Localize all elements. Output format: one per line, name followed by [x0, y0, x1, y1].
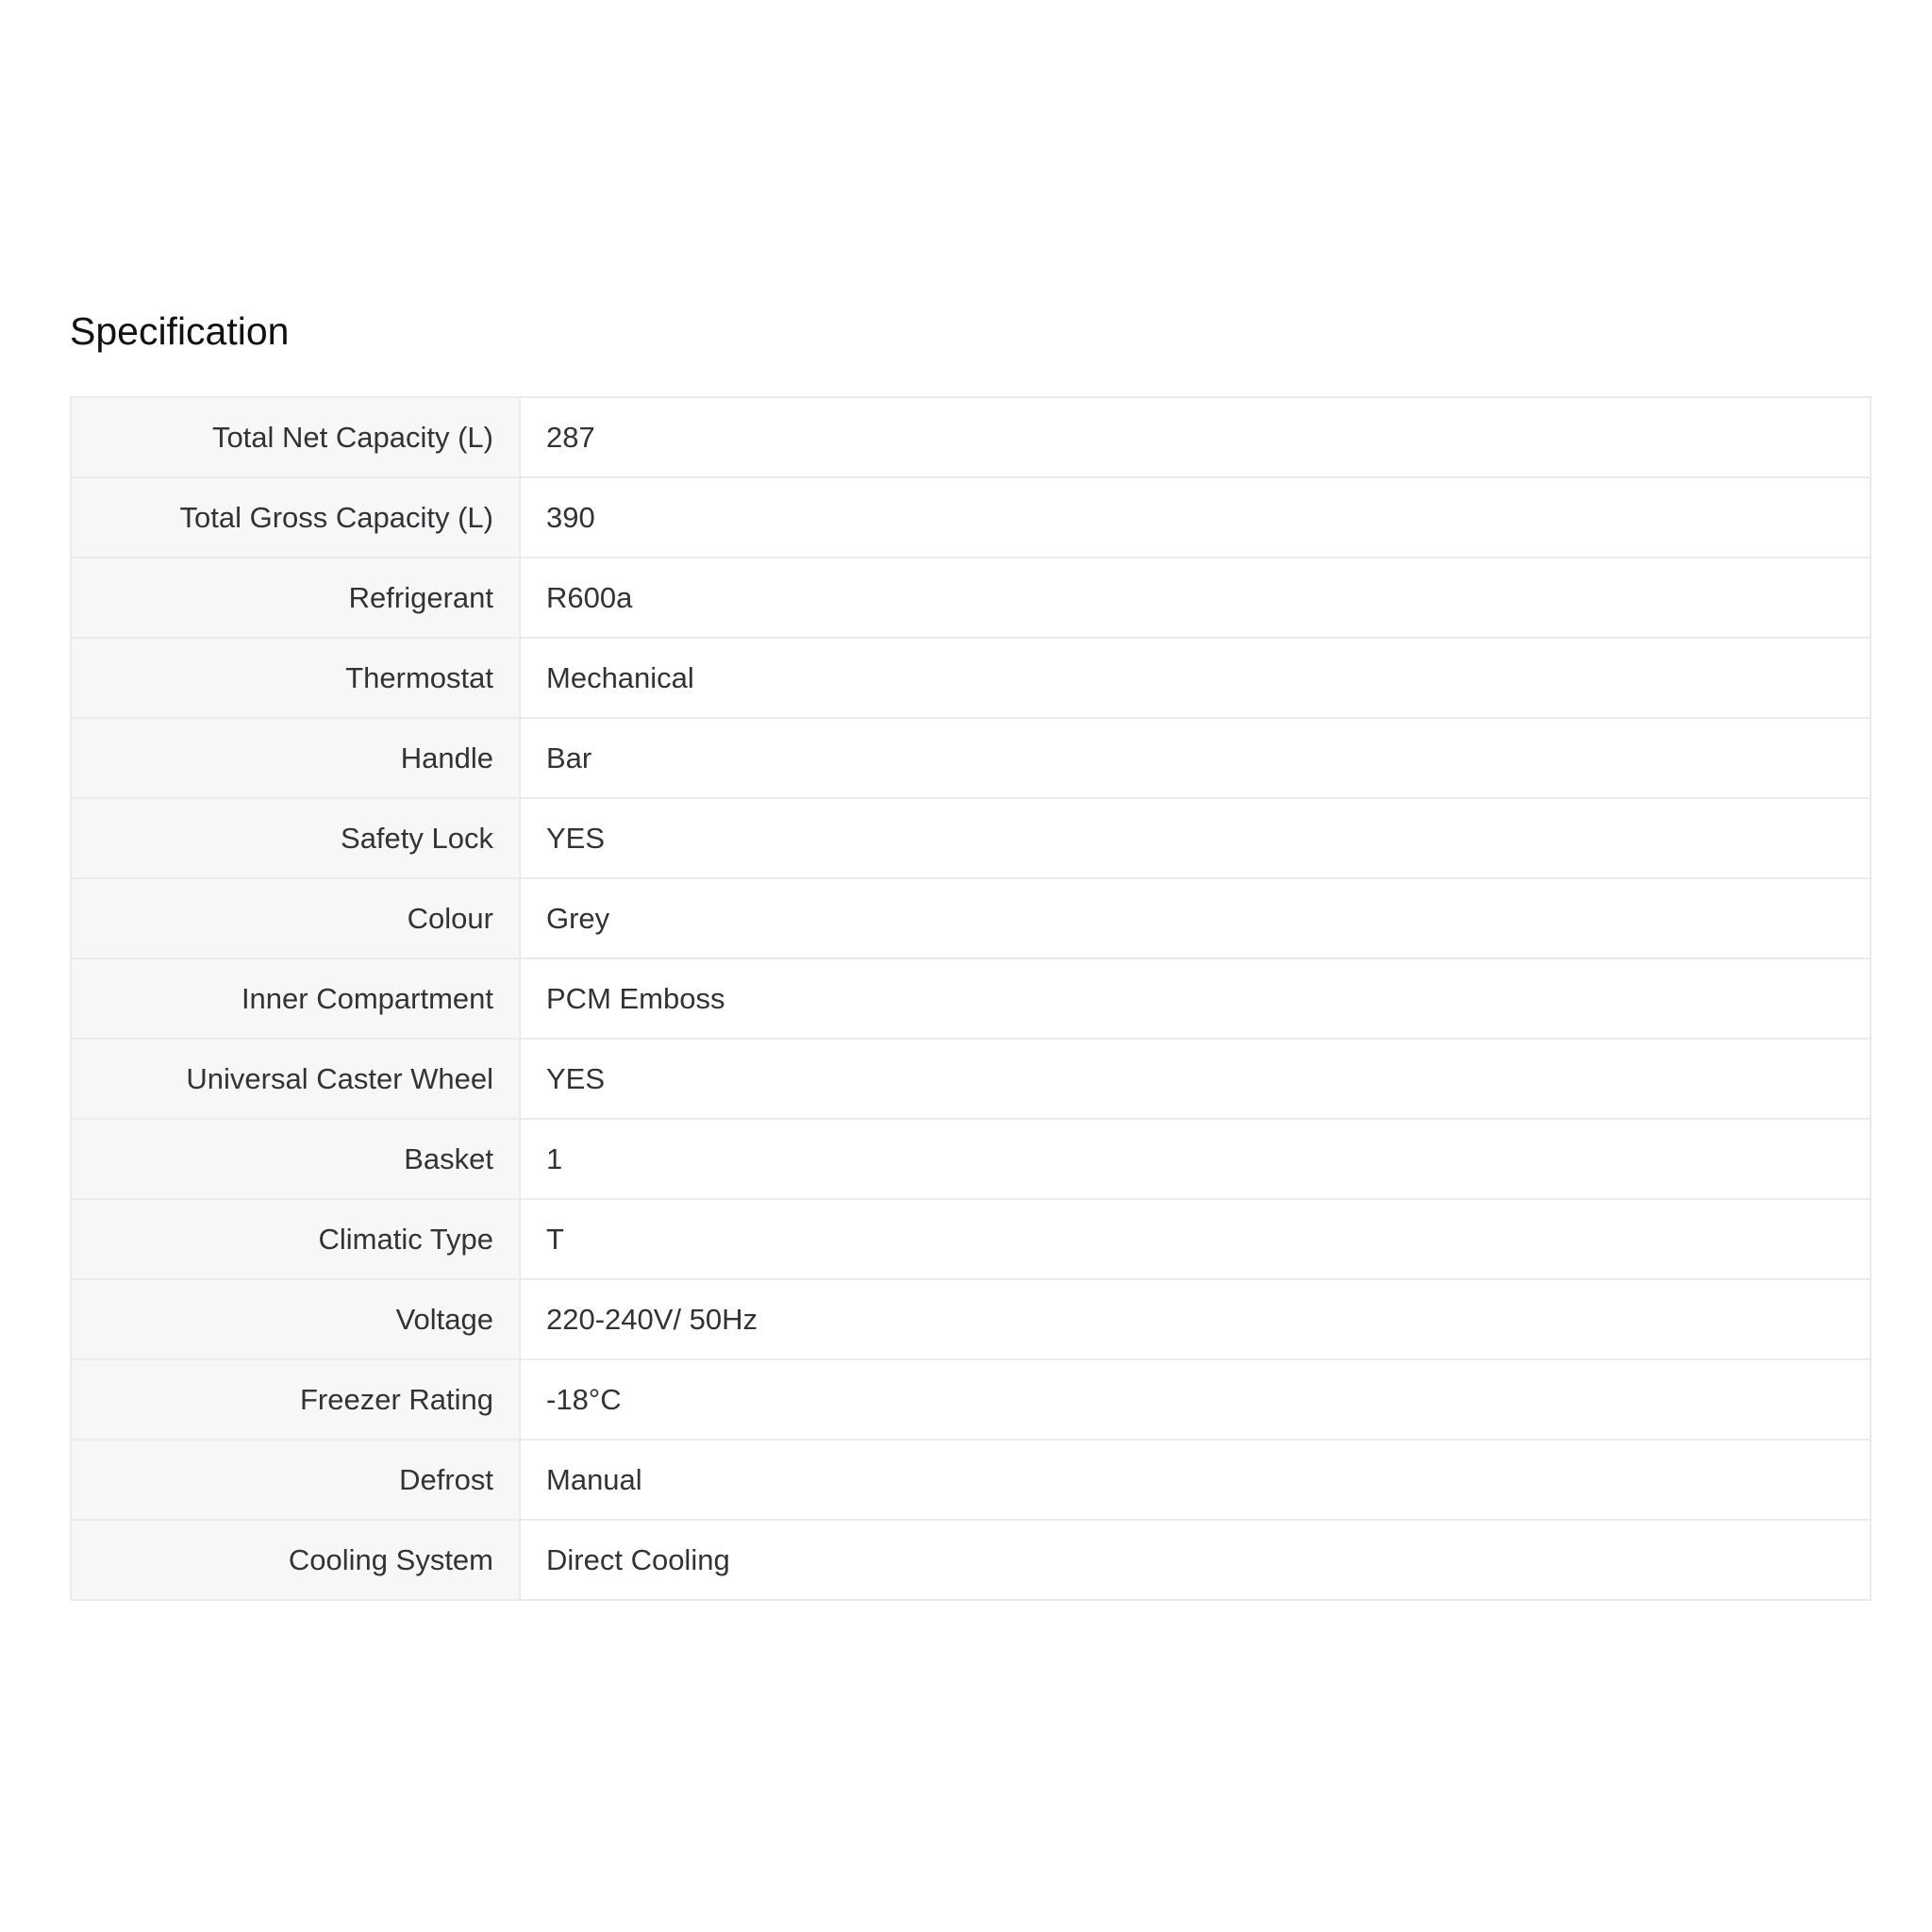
spec-label: Basket: [71, 1119, 520, 1199]
table-row: [71, 1359, 1871, 1440]
specification-table: [70, 396, 1872, 1601]
spec-value: Mechanical: [520, 638, 1871, 718]
spec-value: YES: [520, 1039, 1871, 1119]
specification-table-body: [71, 397, 1871, 1600]
spec-label: Total Net Capacity (L): [71, 397, 520, 477]
spec-label: Inner Compartment: [71, 958, 520, 1039]
spec-value: YES: [520, 798, 1871, 878]
table-row: [71, 1199, 1871, 1279]
table-row: [71, 958, 1871, 1039]
spec-label: Voltage: [71, 1279, 520, 1359]
spec-value: Grey: [520, 878, 1871, 958]
spec-label: Refrigerant: [71, 558, 520, 638]
section-title: Specification: [70, 309, 290, 353]
spec-label: Safety Lock: [71, 798, 520, 878]
spec-value: T: [520, 1199, 1871, 1279]
spec-label: Total Gross Capacity (L): [71, 477, 520, 558]
spec-value: -18°C: [520, 1359, 1871, 1440]
spec-value: Direct Cooling: [520, 1520, 1871, 1600]
spec-value: R600a: [520, 558, 1871, 638]
table-row: [71, 1520, 1871, 1600]
table-row: [71, 558, 1871, 638]
spec-label: Colour: [71, 878, 520, 958]
spec-value: 1: [520, 1119, 1871, 1199]
spec-value: 287: [520, 397, 1871, 477]
table-row: [71, 397, 1871, 477]
table-row: [71, 1039, 1871, 1119]
table-row: [71, 718, 1871, 798]
spec-label: Universal Caster Wheel: [71, 1039, 520, 1119]
spec-value: 390: [520, 477, 1871, 558]
spec-label: Climatic Type: [71, 1199, 520, 1279]
spec-value: Bar: [520, 718, 1871, 798]
spec-label: Defrost: [71, 1440, 520, 1520]
spec-value: 220-240V/ 50Hz: [520, 1279, 1871, 1359]
table-row: [71, 1119, 1871, 1199]
table-row: [71, 638, 1871, 718]
spec-value: PCM Emboss: [520, 958, 1871, 1039]
spec-label: Freezer Rating: [71, 1359, 520, 1440]
spec-label: Handle: [71, 718, 520, 798]
spec-label: Cooling System: [71, 1520, 520, 1600]
table-row: [71, 798, 1871, 878]
spec-value: Manual: [520, 1440, 1871, 1520]
table-row: [71, 878, 1871, 958]
table-row: [71, 477, 1871, 558]
table-row: [71, 1440, 1871, 1520]
table-row: [71, 1279, 1871, 1359]
spec-label: Thermostat: [71, 638, 520, 718]
